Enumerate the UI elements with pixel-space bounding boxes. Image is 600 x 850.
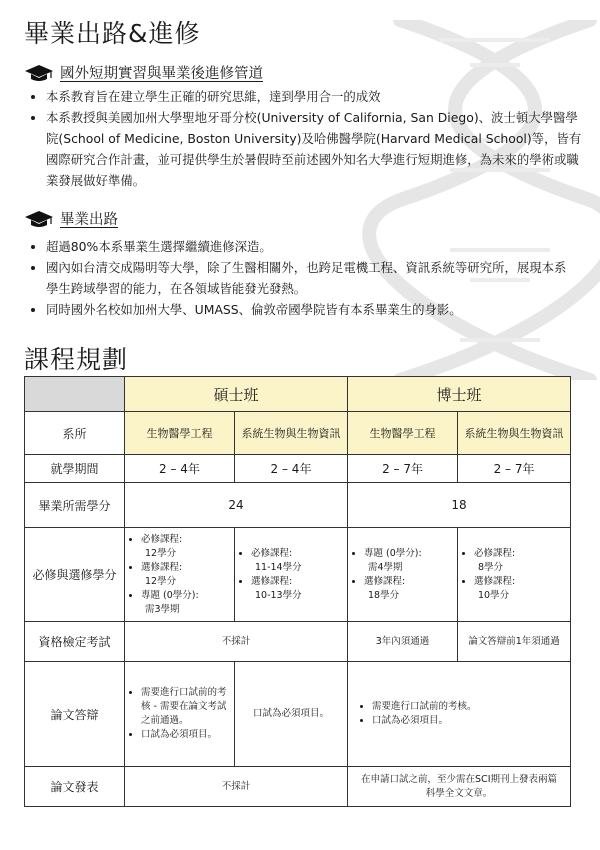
dept-cell: 系統生物與生物資訊 xyxy=(458,412,571,455)
table-row xyxy=(25,412,571,455)
phd-header: 博士班 xyxy=(348,377,571,412)
courses-cell: • 專題 (0學分): 需4學期 • 選修課程: 18學分 xyxy=(348,528,458,622)
graduation-heading-text: 畢業出路 xyxy=(60,212,118,228)
row-label: 論文答辯 xyxy=(25,662,125,767)
list-item: • 國內如台清交成陽明等大學，除了生醫相關外，也跨足電機工程、資訊系統等研究所，展現本系學生跨域學習的能力，在各領域皆能發光發熱。 xyxy=(46,257,576,299)
graduation-list xyxy=(30,236,576,320)
dept-cell: 生物醫學工程 xyxy=(125,412,235,455)
courses-cell: • 必修課程: 11-14學分 • 選修課程: 10-13學分 xyxy=(235,528,348,622)
list-item: • 同時國外名校如加州大學、UMASS、倫敦帝國學院皆有本系畢業生的身影。 xyxy=(46,299,576,320)
period-cell: 2 – 7年 xyxy=(348,455,458,483)
row-label: 畢業所需學分 xyxy=(25,483,125,528)
row-label: 必修與選修學分 xyxy=(25,528,125,622)
curriculum-table xyxy=(24,376,571,807)
pub-cell: 不採計 xyxy=(125,767,348,807)
table-row xyxy=(25,455,571,483)
table-row xyxy=(25,662,571,767)
curriculum-title: 課程規劃 xyxy=(24,345,129,374)
period-cell: 2 – 7年 xyxy=(458,455,571,483)
row-label: 論文發表 xyxy=(25,767,125,807)
credits-cell: 18 xyxy=(348,483,571,528)
graduation-cap-icon xyxy=(24,210,54,228)
master-header: 碩士班 xyxy=(125,377,348,412)
table-row xyxy=(25,767,571,807)
list-item: • 本系教授與美國加州大學聖地牙哥分校(University of California, San Diego)、波士頓大學醫學院(School of Medicine, Boston University)及哈佛醫學院(Harvard Medical School)等，皆有國際研究合作計畫，並可提供學生於暑假時至前述國外知名大學進行短期進修，為未來的學術或職業發展做好準備。 xyxy=(46,107,586,191)
defense-cell: 口試為必須項目。 xyxy=(235,662,348,767)
row-label: 就學期間 xyxy=(25,455,125,483)
header-blank-cell xyxy=(25,377,125,412)
short-term-list xyxy=(30,86,586,191)
qual-cell: 3年內須通過 xyxy=(348,622,458,662)
defense-cell: • 需要進行口試前的考核 - 需要在論文考試之前通過。 • 口試為必須項目。 xyxy=(125,662,235,767)
graduation-heading xyxy=(24,208,118,229)
table-row xyxy=(25,528,571,622)
table-row xyxy=(25,483,571,528)
courses-cell: • 必修課程: 12學分 • 選修課程: 12學分 • 專題 (0學分): 需3學期 xyxy=(125,528,235,622)
pub-cell: 在申請口試之前，至少需在SCI期刊上發表兩篇科學全文文章。 xyxy=(348,767,571,807)
period-cell: 2 – 4年 xyxy=(125,455,235,483)
period-cell: 2 – 4年 xyxy=(235,455,348,483)
list-item: • 本系教育旨在建立學生正確的研究思維，達到學用合一的成效 xyxy=(46,86,586,107)
defense-cell: • 需要進行口試前的考核。 • 口試為必須項目。 xyxy=(348,662,571,767)
qual-cell: 不採計 xyxy=(125,622,348,662)
row-label: 資格檢定考試 xyxy=(25,622,125,662)
table-row xyxy=(25,622,571,662)
courses-cell: • 必修課程: 8學分 • 選修課程: 10學分 xyxy=(458,528,571,622)
dna-helix-decoration xyxy=(360,20,600,380)
short-term-heading xyxy=(24,62,263,83)
table-row xyxy=(25,377,571,412)
qual-cell: 論文答辯前1年須通過 xyxy=(458,622,571,662)
list-item: • 超過80%本系畢業生選擇繼續進修深造。 xyxy=(46,236,576,257)
career-title: 畢業出路&進修 xyxy=(24,19,201,48)
graduation-cap-icon xyxy=(24,64,54,82)
short-term-heading-text: 國外短期實習與畢業後進修管道 xyxy=(60,66,263,82)
dept-cell: 系統生物與生物資訊 xyxy=(235,412,348,455)
dept-cell: 生物醫學工程 xyxy=(348,412,458,455)
row-label: 系所 xyxy=(25,412,125,455)
credits-cell: 24 xyxy=(125,483,348,528)
